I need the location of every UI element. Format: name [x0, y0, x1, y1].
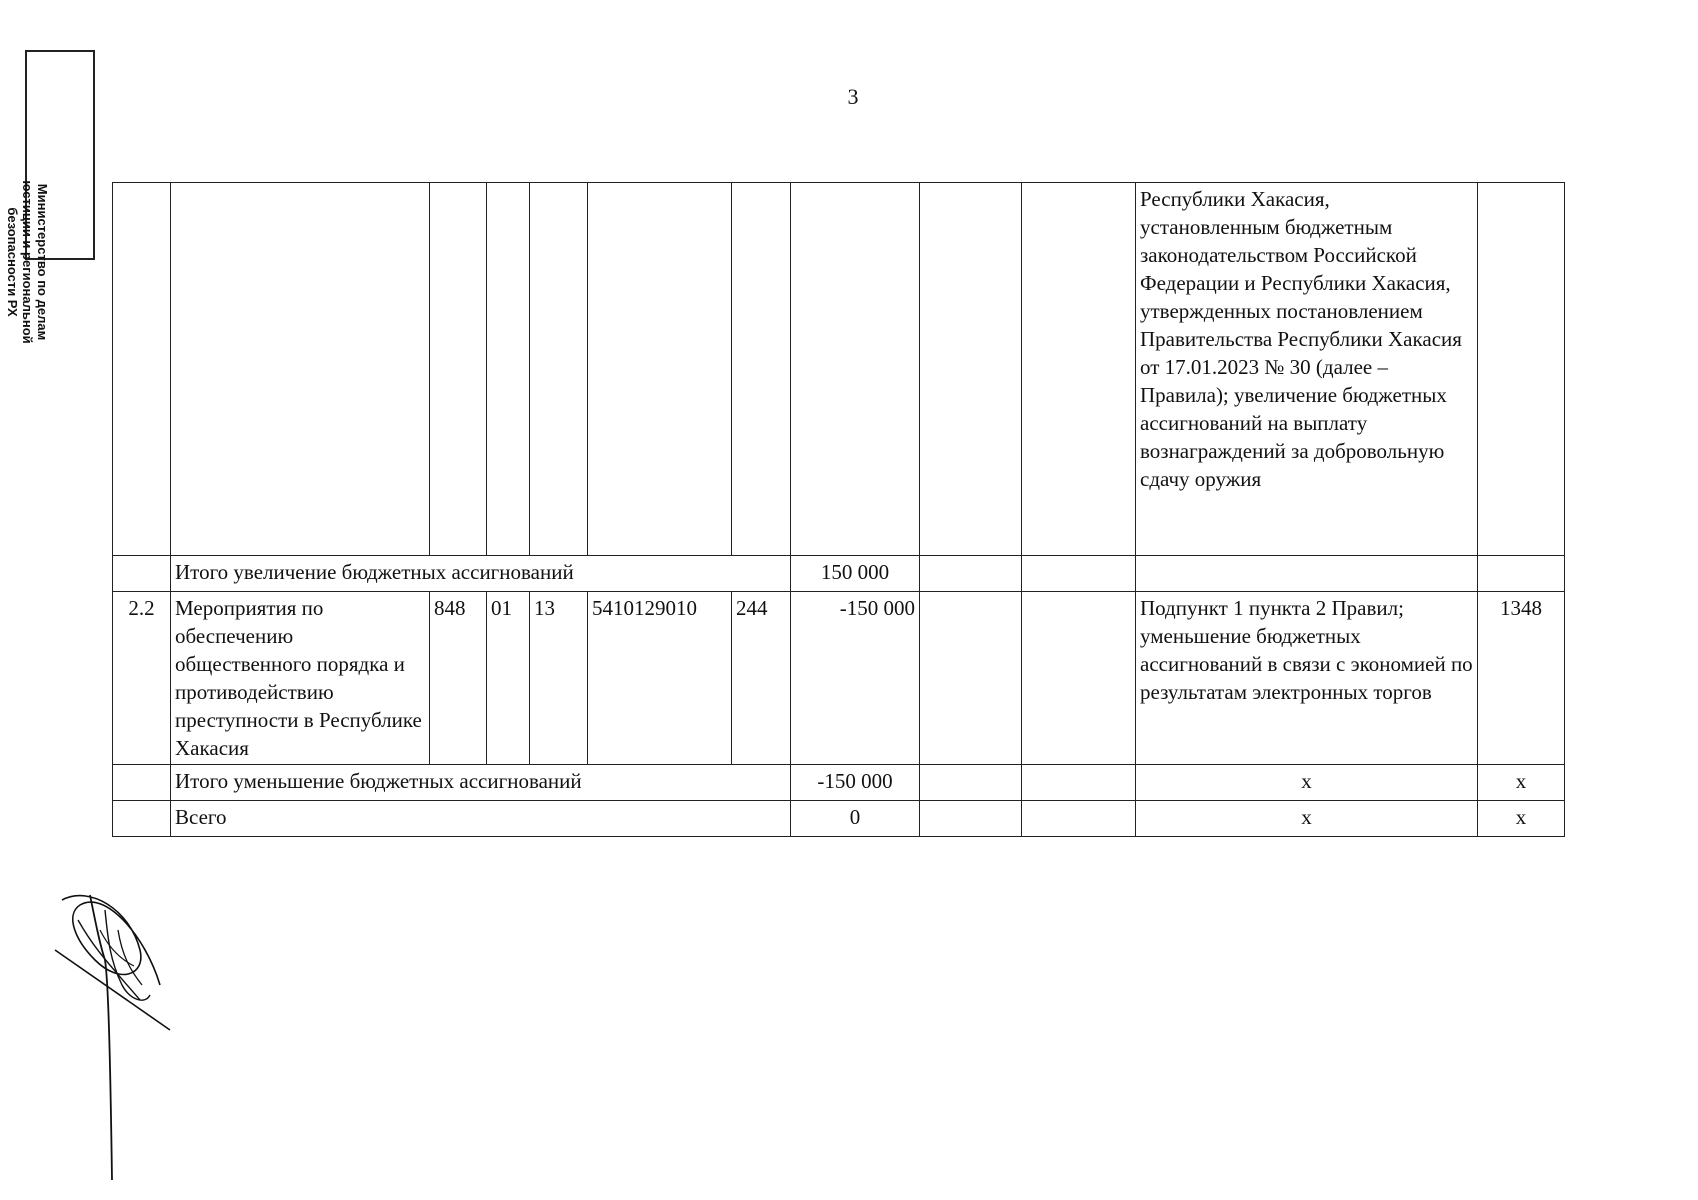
total-decrease-amount: -150 000 — [791, 765, 920, 801]
row-number: 2.2 — [113, 592, 171, 765]
total-decrease-label: Итого уменьшение бюджетных ассигнований — [171, 765, 791, 801]
row-target-article: 5410129010 — [588, 592, 732, 765]
total-increase-label: Итого увеличение бюджетных ассигнований — [171, 556, 791, 592]
grand-total-amount: 0 — [791, 801, 920, 837]
row-subsection: 13 — [530, 592, 588, 765]
registration-stamp — [5, 50, 95, 344]
row-expense-type: 244 — [732, 592, 791, 765]
stamp-line-3: безопасности РХ — [5, 207, 20, 317]
stamp-line-1: Министерство по делам — [35, 183, 50, 341]
row-section: 01 — [487, 592, 530, 765]
handwritten-signature — [50, 890, 180, 1190]
grand-total-basis: x — [1136, 801, 1478, 837]
continuation-basis-cell: Республики Хакасия, установленным бюджетным законодательством Российской Федерации и Республики Хакасия, утвержденных постановлением Правительства Республики Хакасия от 17.01.2023 № 30 (далее – Правила); увеличение бюджетных ассигнований на выплату вознаграждений за добровольную сдачу оружия — [1136, 183, 1478, 556]
total-increase-row — [113, 556, 1565, 592]
total-decrease-basis: x — [1136, 765, 1478, 801]
grand-total-label: Всего — [171, 801, 791, 837]
row-name: Мероприятия по обеспечению общественного порядка и противодействию преступности в Республике Хакасия — [171, 592, 430, 765]
total-decrease-code: x — [1478, 765, 1565, 801]
row-amount: -150 000 — [791, 592, 920, 765]
row-code: 1348 — [1478, 592, 1565, 765]
total-increase-amount: 150 000 — [791, 556, 920, 592]
page-number: 3 — [847, 84, 859, 109]
budget-allocation-table — [112, 182, 1565, 837]
grand-total-row — [113, 801, 1565, 837]
row-2-2 — [113, 592, 1565, 765]
stamp-line-2: юстиции и региональной — [20, 180, 35, 344]
continuation-row — [113, 183, 1565, 556]
total-decrease-row — [113, 765, 1565, 801]
grand-total-code: x — [1478, 801, 1565, 837]
row-basis: Подпункт 1 пункта 2 Правил; уменьшение бюджетных ассигнований в связи с экономией по результатам электронных торгов — [1136, 592, 1478, 765]
row-grbs: 848 — [430, 592, 487, 765]
